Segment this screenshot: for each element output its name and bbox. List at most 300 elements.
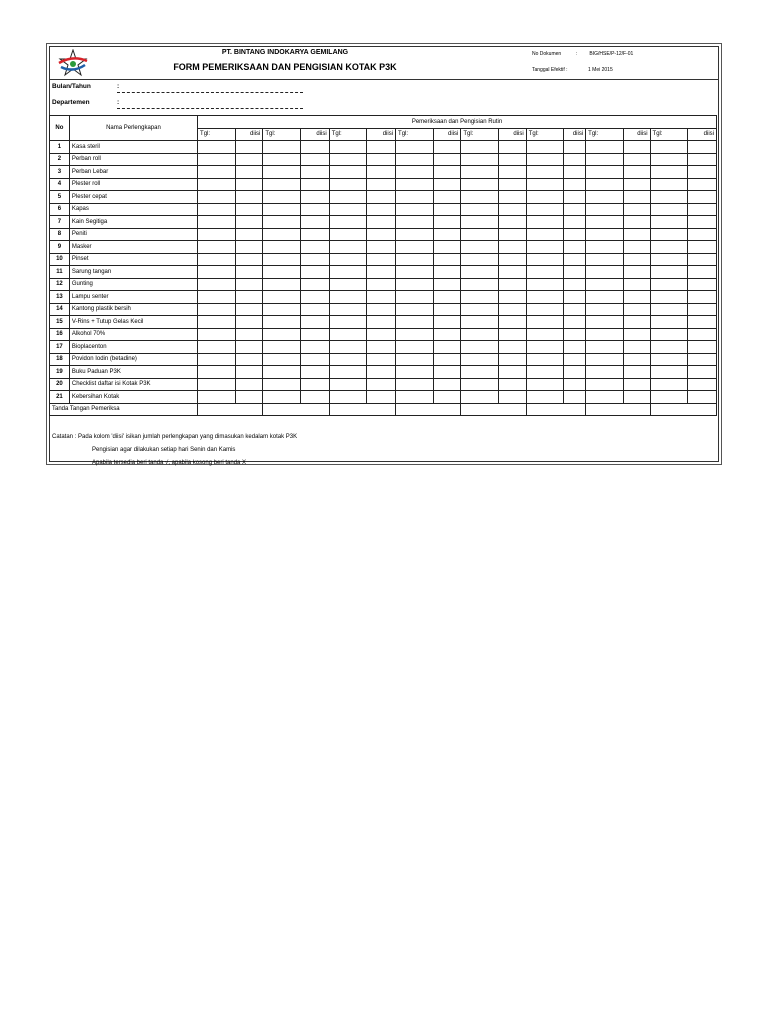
diisi-cell[interactable] [623, 166, 650, 179]
tgl-cell[interactable] [526, 341, 564, 354]
diisi-cell[interactable] [564, 278, 586, 291]
signature-cell[interactable] [650, 403, 716, 416]
diisi-cell[interactable] [433, 216, 461, 229]
diisi-cell[interactable] [564, 241, 586, 254]
diisi-cell[interactable] [623, 303, 650, 316]
tgl-cell[interactable] [526, 203, 564, 216]
diisi-cell[interactable] [300, 178, 329, 191]
diisi-cell[interactable] [367, 353, 396, 366]
tgl-cell[interactable] [526, 253, 564, 266]
tgl-cell[interactable] [461, 166, 499, 179]
tgl-cell[interactable] [586, 266, 624, 279]
diisi-cell[interactable] [433, 303, 461, 316]
tgl-cell[interactable] [650, 303, 688, 316]
tgl-cell[interactable] [329, 266, 367, 279]
diisi-cell[interactable] [300, 366, 329, 379]
tgl-cell[interactable] [650, 141, 688, 154]
tgl-cell[interactable] [526, 391, 564, 404]
tgl-cell[interactable] [198, 241, 236, 254]
tgl-cell[interactable] [329, 366, 367, 379]
tgl-cell[interactable] [650, 353, 688, 366]
diisi-cell[interactable] [564, 166, 586, 179]
diisi-cell[interactable] [367, 153, 396, 166]
tgl-cell[interactable] [329, 191, 367, 204]
tgl-cell[interactable] [396, 178, 434, 191]
tgl-cell[interactable] [329, 141, 367, 154]
diisi-cell[interactable] [623, 178, 650, 191]
diisi-cell[interactable] [688, 291, 717, 304]
tgl-cell[interactable] [263, 253, 301, 266]
tgl-cell[interactable] [461, 378, 499, 391]
tgl-cell[interactable] [586, 366, 624, 379]
diisi-cell[interactable] [235, 203, 263, 216]
diisi-cell[interactable] [688, 228, 717, 241]
diisi-cell[interactable] [498, 203, 526, 216]
diisi-cell[interactable] [564, 316, 586, 329]
diisi-cell[interactable] [367, 303, 396, 316]
diisi-cell[interactable] [688, 153, 717, 166]
tgl-cell[interactable] [650, 178, 688, 191]
diisi-cell[interactable] [688, 378, 717, 391]
diisi-cell[interactable] [688, 166, 717, 179]
tgl-cell[interactable] [526, 278, 564, 291]
diisi-cell[interactable] [235, 266, 263, 279]
diisi-cell[interactable] [498, 328, 526, 341]
diisi-cell[interactable] [564, 266, 586, 279]
signature-cell[interactable] [396, 403, 461, 416]
diisi-cell[interactable] [433, 391, 461, 404]
diisi-cell[interactable] [300, 328, 329, 341]
tgl-cell[interactable] [329, 166, 367, 179]
tgl-cell[interactable] [526, 228, 564, 241]
diisi-cell[interactable] [235, 178, 263, 191]
tgl-cell[interactable] [263, 266, 301, 279]
tgl-cell[interactable] [586, 291, 624, 304]
tgl-cell[interactable] [650, 366, 688, 379]
tgl-cell[interactable] [586, 303, 624, 316]
diisi-cell[interactable] [433, 241, 461, 254]
tgl-cell[interactable] [198, 278, 236, 291]
tgl-cell[interactable] [396, 366, 434, 379]
tgl-cell[interactable] [329, 353, 367, 366]
tgl-cell[interactable] [329, 303, 367, 316]
diisi-cell[interactable] [433, 253, 461, 266]
diisi-cell[interactable] [564, 328, 586, 341]
tgl-cell[interactable] [198, 141, 236, 154]
signature-cell[interactable] [526, 403, 585, 416]
tgl-cell[interactable] [526, 241, 564, 254]
tgl-cell[interactable] [198, 266, 236, 279]
tgl-cell[interactable] [461, 328, 499, 341]
diisi-cell[interactable] [235, 278, 263, 291]
tgl-cell[interactable] [586, 216, 624, 229]
tgl-cell[interactable] [461, 216, 499, 229]
diisi-cell[interactable] [367, 291, 396, 304]
diisi-cell[interactable] [564, 378, 586, 391]
tgl-cell[interactable] [198, 153, 236, 166]
diisi-cell[interactable] [367, 216, 396, 229]
diisi-cell[interactable] [688, 253, 717, 266]
tgl-cell[interactable] [396, 353, 434, 366]
tgl-cell[interactable] [198, 328, 236, 341]
diisi-cell[interactable] [367, 191, 396, 204]
tgl-cell[interactable] [526, 366, 564, 379]
diisi-cell[interactable] [498, 228, 526, 241]
tgl-cell[interactable] [586, 391, 624, 404]
tgl-cell[interactable] [586, 328, 624, 341]
tgl-cell[interactable] [461, 266, 499, 279]
diisi-cell[interactable] [300, 353, 329, 366]
tgl-cell[interactable] [263, 166, 301, 179]
tgl-cell[interactable] [586, 141, 624, 154]
tgl-cell[interactable] [396, 253, 434, 266]
tgl-cell[interactable] [650, 316, 688, 329]
tgl-cell[interactable] [263, 378, 301, 391]
diisi-cell[interactable] [367, 253, 396, 266]
diisi-cell[interactable] [688, 191, 717, 204]
tgl-cell[interactable] [263, 241, 301, 254]
diisi-cell[interactable] [433, 228, 461, 241]
diisi-cell[interactable] [623, 228, 650, 241]
tgl-cell[interactable] [526, 353, 564, 366]
diisi-cell[interactable] [498, 266, 526, 279]
diisi-cell[interactable] [564, 391, 586, 404]
tgl-cell[interactable] [329, 328, 367, 341]
diisi-cell[interactable] [498, 366, 526, 379]
diisi-cell[interactable] [564, 341, 586, 354]
tgl-cell[interactable] [650, 228, 688, 241]
tgl-cell[interactable] [263, 216, 301, 229]
diisi-cell[interactable] [300, 228, 329, 241]
tgl-cell[interactable] [461, 241, 499, 254]
tgl-cell[interactable] [526, 153, 564, 166]
tgl-cell[interactable] [650, 391, 688, 404]
tgl-cell[interactable] [526, 178, 564, 191]
tgl-cell[interactable] [586, 228, 624, 241]
tgl-cell[interactable] [198, 391, 236, 404]
diisi-cell[interactable] [433, 191, 461, 204]
tgl-cell[interactable] [586, 316, 624, 329]
tgl-cell[interactable] [526, 316, 564, 329]
tgl-cell[interactable] [396, 166, 434, 179]
diisi-cell[interactable] [623, 391, 650, 404]
diisi-cell[interactable] [498, 316, 526, 329]
tgl-cell[interactable] [198, 353, 236, 366]
tgl-cell[interactable] [329, 378, 367, 391]
diisi-cell[interactable] [498, 241, 526, 254]
diisi-cell[interactable] [564, 153, 586, 166]
tgl-cell[interactable] [198, 341, 236, 354]
diisi-cell[interactable] [235, 166, 263, 179]
diisi-cell[interactable] [300, 216, 329, 229]
diisi-cell[interactable] [433, 153, 461, 166]
diisi-cell[interactable] [300, 278, 329, 291]
tgl-cell[interactable] [263, 291, 301, 304]
diisi-cell[interactable] [498, 216, 526, 229]
tgl-cell[interactable] [526, 141, 564, 154]
diisi-cell[interactable] [367, 341, 396, 354]
tgl-cell[interactable] [396, 216, 434, 229]
diisi-cell[interactable] [433, 291, 461, 304]
tgl-cell[interactable] [461, 316, 499, 329]
tgl-cell[interactable] [329, 278, 367, 291]
diisi-cell[interactable] [498, 378, 526, 391]
diisi-cell[interactable] [367, 328, 396, 341]
tgl-cell[interactable] [329, 228, 367, 241]
diisi-cell[interactable] [498, 341, 526, 354]
tgl-cell[interactable] [329, 341, 367, 354]
tgl-cell[interactable] [263, 303, 301, 316]
tgl-cell[interactable] [650, 241, 688, 254]
diisi-cell[interactable] [564, 353, 586, 366]
tgl-cell[interactable] [263, 178, 301, 191]
tgl-cell[interactable] [329, 253, 367, 266]
tgl-cell[interactable] [650, 278, 688, 291]
tgl-cell[interactable] [198, 166, 236, 179]
tgl-cell[interactable] [329, 391, 367, 404]
signature-cell[interactable] [329, 403, 395, 416]
diisi-cell[interactable] [433, 278, 461, 291]
diisi-cell[interactable] [688, 141, 717, 154]
diisi-cell[interactable] [300, 291, 329, 304]
tgl-cell[interactable] [650, 341, 688, 354]
tgl-cell[interactable] [586, 166, 624, 179]
diisi-cell[interactable] [235, 378, 263, 391]
diisi-cell[interactable] [433, 341, 461, 354]
diisi-cell[interactable] [300, 153, 329, 166]
diisi-cell[interactable] [623, 191, 650, 204]
tgl-cell[interactable] [329, 153, 367, 166]
diisi-cell[interactable] [564, 203, 586, 216]
signature-cell[interactable] [586, 403, 650, 416]
diisi-cell[interactable] [367, 266, 396, 279]
tgl-cell[interactable] [461, 278, 499, 291]
diisi-cell[interactable] [235, 291, 263, 304]
diisi-cell[interactable] [367, 166, 396, 179]
tgl-cell[interactable] [586, 353, 624, 366]
diisi-cell[interactable] [433, 378, 461, 391]
diisi-cell[interactable] [235, 391, 263, 404]
diisi-cell[interactable] [433, 316, 461, 329]
diisi-cell[interactable] [300, 341, 329, 354]
diisi-cell[interactable] [498, 391, 526, 404]
tgl-cell[interactable] [198, 203, 236, 216]
tgl-cell[interactable] [461, 153, 499, 166]
diisi-cell[interactable] [235, 316, 263, 329]
diisi-cell[interactable] [688, 278, 717, 291]
diisi-cell[interactable] [235, 141, 263, 154]
diisi-cell[interactable] [688, 241, 717, 254]
tgl-cell[interactable] [526, 266, 564, 279]
diisi-cell[interactable] [688, 341, 717, 354]
diisi-cell[interactable] [623, 278, 650, 291]
diisi-cell[interactable] [433, 328, 461, 341]
diisi-cell[interactable] [367, 378, 396, 391]
tgl-cell[interactable] [396, 291, 434, 304]
tgl-cell[interactable] [650, 166, 688, 179]
tgl-cell[interactable] [461, 341, 499, 354]
diisi-cell[interactable] [623, 328, 650, 341]
diisi-cell[interactable] [235, 153, 263, 166]
tgl-cell[interactable] [198, 178, 236, 191]
tgl-cell[interactable] [198, 303, 236, 316]
diisi-cell[interactable] [564, 303, 586, 316]
diisi-cell[interactable] [300, 378, 329, 391]
tgl-cell[interactable] [461, 366, 499, 379]
diisi-cell[interactable] [300, 166, 329, 179]
diisi-cell[interactable] [623, 378, 650, 391]
diisi-cell[interactable] [623, 253, 650, 266]
diisi-cell[interactable] [367, 228, 396, 241]
tgl-cell[interactable] [263, 341, 301, 354]
tgl-cell[interactable] [396, 328, 434, 341]
diisi-cell[interactable] [367, 391, 396, 404]
tgl-cell[interactable] [396, 153, 434, 166]
diisi-cell[interactable] [688, 353, 717, 366]
diisi-cell[interactable] [623, 291, 650, 304]
tgl-cell[interactable] [263, 366, 301, 379]
diisi-cell[interactable] [498, 253, 526, 266]
diisi-cell[interactable] [367, 278, 396, 291]
diisi-cell[interactable] [300, 191, 329, 204]
diisi-cell[interactable] [688, 391, 717, 404]
tgl-cell[interactable] [650, 378, 688, 391]
diisi-cell[interactable] [235, 366, 263, 379]
diisi-cell[interactable] [367, 366, 396, 379]
diisi-cell[interactable] [433, 141, 461, 154]
tgl-cell[interactable] [461, 391, 499, 404]
tgl-cell[interactable] [263, 141, 301, 154]
tgl-cell[interactable] [396, 278, 434, 291]
diisi-cell[interactable] [433, 203, 461, 216]
diisi-cell[interactable] [433, 166, 461, 179]
diisi-cell[interactable] [433, 353, 461, 366]
tgl-cell[interactable] [650, 328, 688, 341]
diisi-cell[interactable] [688, 366, 717, 379]
tgl-cell[interactable] [198, 228, 236, 241]
tgl-cell[interactable] [198, 366, 236, 379]
tgl-cell[interactable] [650, 253, 688, 266]
diisi-cell[interactable] [235, 228, 263, 241]
tgl-cell[interactable] [263, 328, 301, 341]
diisi-cell[interactable] [564, 178, 586, 191]
diisi-cell[interactable] [300, 141, 329, 154]
departemen-line[interactable] [117, 108, 303, 109]
tgl-cell[interactable] [329, 178, 367, 191]
diisi-cell[interactable] [688, 328, 717, 341]
diisi-cell[interactable] [300, 391, 329, 404]
signature-cell[interactable] [263, 403, 329, 416]
tgl-cell[interactable] [263, 203, 301, 216]
diisi-cell[interactable] [623, 353, 650, 366]
tgl-cell[interactable] [586, 278, 624, 291]
diisi-cell[interactable] [623, 153, 650, 166]
diisi-cell[interactable] [300, 303, 329, 316]
tgl-cell[interactable] [461, 291, 499, 304]
tgl-cell[interactable] [586, 178, 624, 191]
diisi-cell[interactable] [235, 328, 263, 341]
tgl-cell[interactable] [526, 378, 564, 391]
diisi-cell[interactable] [367, 241, 396, 254]
diisi-cell[interactable] [235, 341, 263, 354]
tgl-cell[interactable] [650, 191, 688, 204]
tgl-cell[interactable] [650, 203, 688, 216]
tgl-cell[interactable] [396, 378, 434, 391]
tgl-cell[interactable] [329, 316, 367, 329]
tgl-cell[interactable] [396, 316, 434, 329]
diisi-cell[interactable] [235, 353, 263, 366]
diisi-cell[interactable] [564, 253, 586, 266]
diisi-cell[interactable] [498, 191, 526, 204]
bulan-tahun-line[interactable] [117, 92, 303, 93]
tgl-cell[interactable] [329, 291, 367, 304]
diisi-cell[interactable] [688, 266, 717, 279]
diisi-cell[interactable] [433, 266, 461, 279]
tgl-cell[interactable] [396, 141, 434, 154]
diisi-cell[interactable] [235, 303, 263, 316]
diisi-cell[interactable] [300, 241, 329, 254]
tgl-cell[interactable] [263, 153, 301, 166]
diisi-cell[interactable] [623, 266, 650, 279]
diisi-cell[interactable] [367, 141, 396, 154]
tgl-cell[interactable] [526, 328, 564, 341]
signature-cell[interactable] [461, 403, 526, 416]
diisi-cell[interactable] [623, 366, 650, 379]
diisi-cell[interactable] [300, 253, 329, 266]
tgl-cell[interactable] [263, 278, 301, 291]
tgl-cell[interactable] [586, 153, 624, 166]
tgl-cell[interactable] [586, 203, 624, 216]
diisi-cell[interactable] [564, 291, 586, 304]
tgl-cell[interactable] [198, 191, 236, 204]
tgl-cell[interactable] [329, 216, 367, 229]
diisi-cell[interactable] [688, 216, 717, 229]
diisi-cell[interactable] [498, 166, 526, 179]
tgl-cell[interactable] [650, 216, 688, 229]
signature-cell[interactable] [198, 403, 263, 416]
tgl-cell[interactable] [329, 241, 367, 254]
tgl-cell[interactable] [526, 191, 564, 204]
diisi-cell[interactable] [498, 353, 526, 366]
tgl-cell[interactable] [526, 303, 564, 316]
diisi-cell[interactable] [688, 178, 717, 191]
tgl-cell[interactable] [198, 253, 236, 266]
diisi-cell[interactable] [367, 203, 396, 216]
tgl-cell[interactable] [461, 228, 499, 241]
tgl-cell[interactable] [198, 291, 236, 304]
tgl-cell[interactable] [396, 191, 434, 204]
diisi-cell[interactable] [498, 291, 526, 304]
diisi-cell[interactable] [564, 191, 586, 204]
tgl-cell[interactable] [461, 353, 499, 366]
tgl-cell[interactable] [586, 241, 624, 254]
diisi-cell[interactable] [498, 153, 526, 166]
tgl-cell[interactable] [396, 303, 434, 316]
diisi-cell[interactable] [564, 216, 586, 229]
diisi-cell[interactable] [688, 303, 717, 316]
tgl-cell[interactable] [329, 203, 367, 216]
tgl-cell[interactable] [396, 391, 434, 404]
diisi-cell[interactable] [688, 316, 717, 329]
diisi-cell[interactable] [300, 316, 329, 329]
tgl-cell[interactable] [461, 141, 499, 154]
tgl-cell[interactable] [396, 341, 434, 354]
diisi-cell[interactable] [498, 303, 526, 316]
tgl-cell[interactable] [396, 241, 434, 254]
tgl-cell[interactable] [461, 253, 499, 266]
diisi-cell[interactable] [498, 278, 526, 291]
diisi-cell[interactable] [433, 178, 461, 191]
